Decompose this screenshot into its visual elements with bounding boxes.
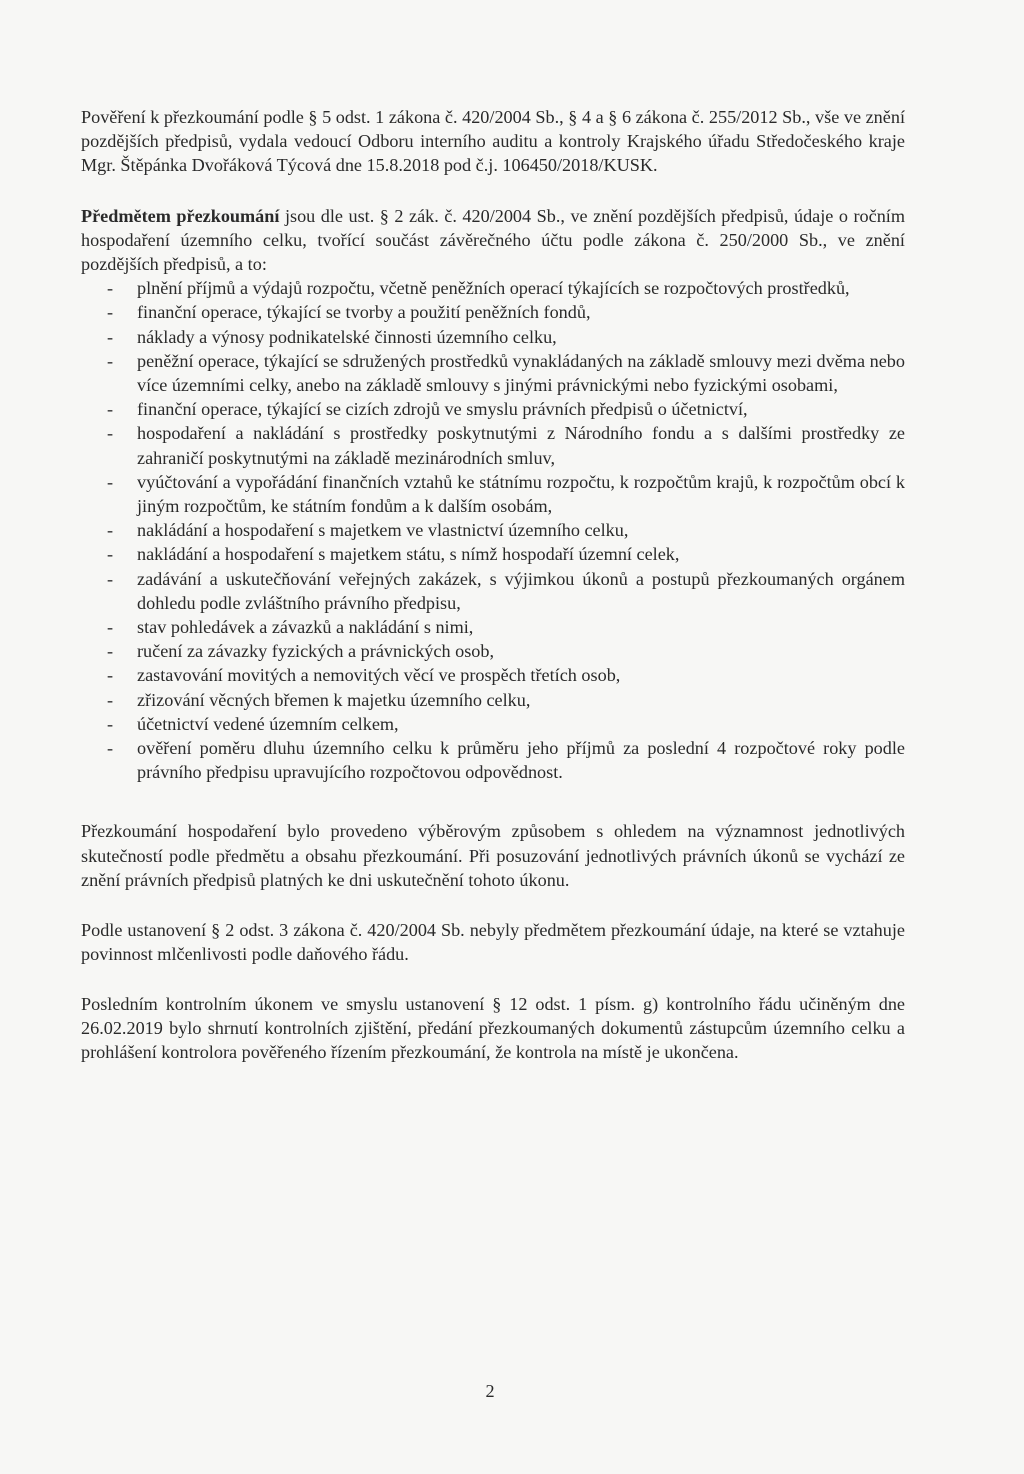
list-item: - ověření poměru dluhu územního celku k průměru jeho příjmů za poslední 4 rozpočtové roky podle právního předpisu upravujícího rozpočtovou odpovědnost. [81, 736, 905, 784]
list-item: - peněžní operace, týkající se sdružených prostředků vynakládaných na základě smlouvy mezi dvěma nebo více územními celky, anebo na základě smlouvy s jinými právnickými nebo fyzickými osobami, [81, 349, 905, 397]
subject-text: jsou dle ust. § 2 zák. č. 420/2004 Sb., ve znění pozdějších předpisů, údaje o ročním hospodaření územního celku, tvořící součást závěrečného účtu podle zákona č. 250/2000 Sb., ve znění pozdějších předpisů, a to: [81, 205, 905, 275]
list-item: - účetnictví vedené územním celkem, [81, 712, 905, 736]
list-item: - náklady a výnosy podnikatelské činnosti územního celku, [81, 325, 905, 349]
list-item: - finanční operace, týkající se cizích zdrojů ve smyslu právních předpisů o účetnictví, [81, 397, 905, 421]
list-item: - nakládání a hospodaření s majetkem ve vlastnictví územního celku, [81, 518, 905, 542]
list-item: - nakládání a hospodaření s majetkem státu, s nímž hospodaří územní celek, [81, 542, 905, 566]
list-item: - stav pohledávek a závazků a nakládání s nimi, [81, 615, 905, 639]
review-items-list [81, 276, 905, 784]
list-item: - ručení za závazky fyzických a právnických osob, [81, 639, 905, 663]
page-number: 2 [485, 1381, 495, 1401]
list-item: - finanční operace, týkající se tvorby a použití peněžních fondů, [81, 300, 905, 324]
final-paragraph: Posledním kontrolním úkonem ve smyslu ustanovení § 12 odst. 1 písm. g) kontrolního řádu učiněným dne 26.02.2019 bylo shrnutí kontrolních zjištění, předání přezkoumaných dokumentů zástupcům územního celku a prohlášení kontrolora pověřeného řízením přezkoumání, že kontrola na místě je ukončena. [81, 993, 905, 1062]
authorization-paragraph: Pověření k přezkoumání podle § 5 odst. 1 zákona č. 420/2004 Sb., § 4 a § 6 zákona č. 255/2012 Sb., vše ve znění pozdějších předpisů, vydala vedoucí Odboru interního auditu a kontroly Krajského úřadu Středočeského kraje Mgr. Štěpánka Dvořáková Týcová dne 15.8.2018 pod č.j. 106450/2018/KUSK. [81, 107, 905, 176]
document-body [81, 105, 905, 1064]
subject-paragraph [81, 204, 905, 277]
list-item: - zadávání a uskutečňování veřejných zakázek, s výjimkou úkonů a postupů přezkoumaných orgánem dohledu podle zvláštního právního předpisu, [81, 567, 905, 615]
list-item: - zřizování věcných břemen k majetku územního celku, [81, 688, 905, 712]
exclusion-paragraph: Podle ustanovení § 2 odst. 3 zákona č. 420/2004 Sb. nebyly předmětem přezkoumání údaje, na které se vztahuje povinnost mlčenlivosti podle daňového řádu. [81, 920, 905, 965]
list-item: - zastavování movitých a nemovitých věcí ve prospěch třetích osob, [81, 663, 905, 687]
list-item: - plnění příjmů a výdajů rozpočtu, včetně peněžních operací týkajících se rozpočtových prostředků, [81, 276, 905, 300]
scope-paragraph: Přezkoumání hospodaření bylo provedeno výběrovým způsobem s ohledem na významnost jednotlivých skutečností podle předmětu a obsahu přezkoumání. Při posuzování jednotlivých právních úkonů se vychází ze znění právních předpisů platných ke dni uskutečnění tohoto úkonu. [81, 821, 905, 890]
list-item: - vyúčtování a vypořádání finančních vztahů ke státnímu rozpočtu, k rozpočtům krajů, k rozpočtům obcí k jiným rozpočtům, ke státním fondům a k dalším osobám, [81, 470, 905, 518]
subject-lead: Předmětem přezkoumání [81, 205, 280, 226]
list-item: - hospodaření a nakládání s prostředky poskytnutými z Národního fondu a s dalšími prostředky ze zahraničí poskytnutými na základě mezinárodních smluv, [81, 421, 905, 469]
